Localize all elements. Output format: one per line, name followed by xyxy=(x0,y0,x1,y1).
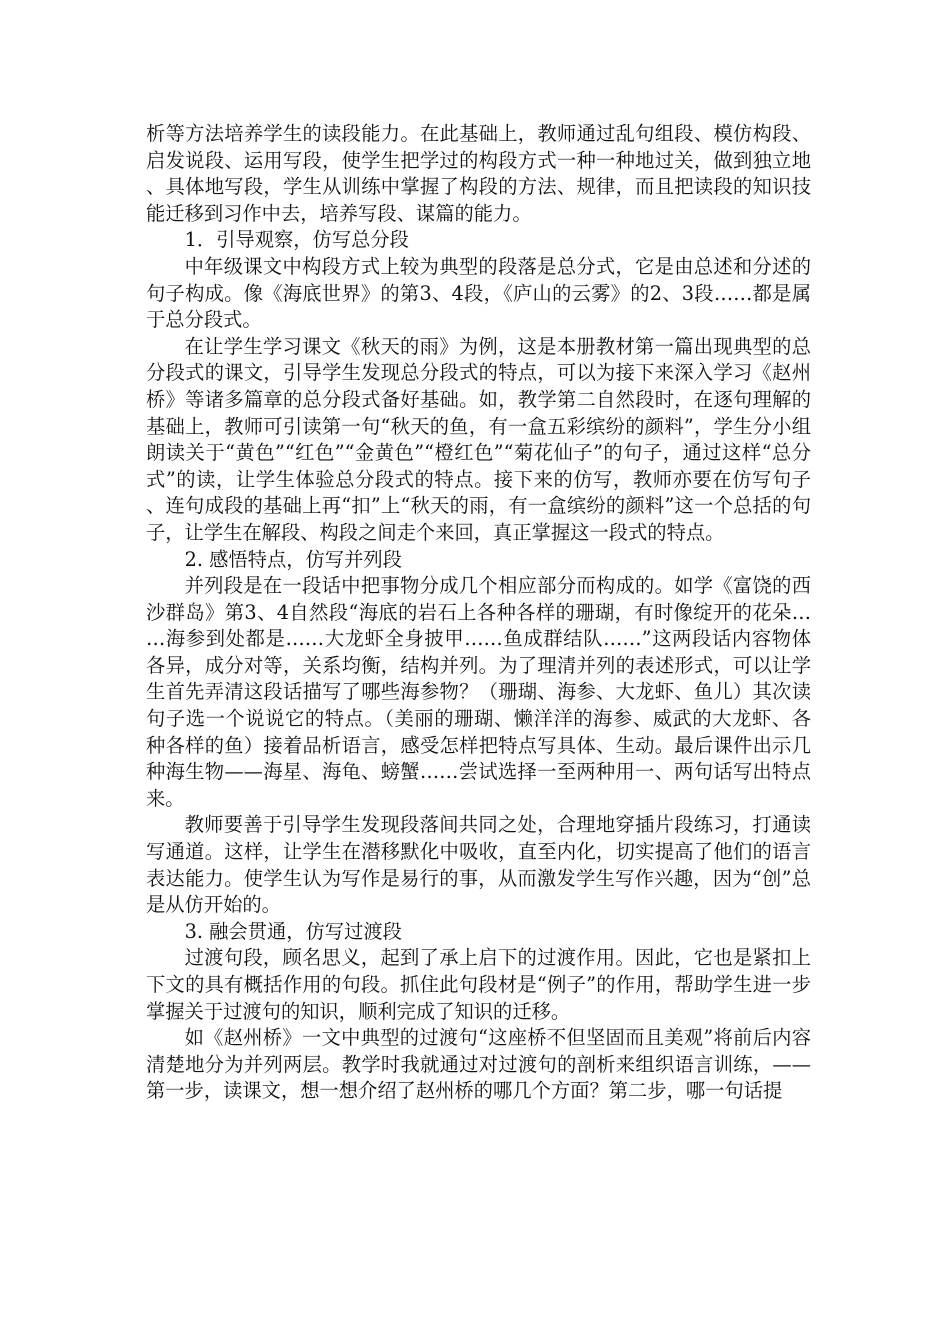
paragraph: 教师要善于引导学生发现段落间共同之处，合理地穿插片段练习，打通读写通道。这样，让学生在潜移默化中吸收，直至内化，切实提高了他们的语言表达能力。使学生认为写作是易行的事，从而激发学生写作兴趣，因为“创”总是从仿开始的。 xyxy=(146,813,811,917)
section-heading-3: 3. 融会贯通，仿写过渡段 xyxy=(184,919,402,943)
paragraph: 中年级课文中构段方式上较为典型的段落是总分式，它是由总述和分述的句子构成。像《海底世界》的第3、4段，《庐山的云雾》的2、3段……都是属于总分段式。 xyxy=(146,254,811,332)
document-page xyxy=(146,121,811,1105)
paragraph: 在让学生学习课文《秋天的雨》为例，这是本册教材第一篇出现典型的总分段式的课文，引导学生发现总分段式的特点，可以为接下来深入学习《赵州桥》等诸多篇章的总分段式备好基础。如，教学第二自然段时，在逐句理解的基础上，教师可引读第一句“秋天的鱼，有一盒五彩缤纷的颜料”，学生分小组朗读关于“黄色”“红色”“金黄色”“橙红色”“菊花仙子”的句子，通过这样“总分式”的读，让学生体验总分段式的特点。接下来的仿写，教师亦要在仿写句子、连句成段的基础上再“扣”上“秋天的雨，有一盒缤纷的颜料”这一个总括的句子，让学生在解段、构段之间走个来回，真正掌握这一段式的特点。 xyxy=(146,334,811,544)
paragraph: 如《赵州桥》一文中典型的过渡句“这座桥不但坚固而且美观”将前后内容清楚地分为并列两层。教学时我就通过对过渡句的剖析来组织语言训练，——第一步，读课文，想一想介绍了赵州桥的哪几个方面？第二步，哪一句话提 xyxy=(146,1026,811,1103)
paragraph: 过渡句段，顾名思义，起到了承上启下的过渡作用。因此，它也是紧扣上下文的具有概括作用的句段。抓住此句段材是“例子”的作用，帮助学生进一步掌握关于过渡句的知识，顺利完成了知识的迁移。 xyxy=(146,946,811,1023)
paragraph-continued: 析等方法培养学生的读段能力。在此基础上，教师通过乱句组段、模仿构段、启发说段、运用写段，使学生把学过的构段方式一种一种地过关，做到独立地、具体地写段，学生从训练中掌握了构段的方法、规律，而且把读段的知识技能迁移到习作中去，培养写段、谋篇的能力。 xyxy=(146,122,811,225)
section-heading-2: 2. 感悟特点，仿写并列段 xyxy=(184,547,402,571)
paragraph: 并列段是在一段话中把事物分成几个相应部分而构成的。如学《富饶的西沙群岛》第3、4自然段“海底的岩石上各种各样的珊瑚，有时像绽开的花朵……海参到处都是……大龙虾全身披甲……鱼成群结队……”这两段话内容物体各异，成分对等，关系均衡，结构并列。为了理清并列的表述形式，可以让学生首先弄清这段话描写了哪些海参物？（珊瑚、海参、大龙虾、鱼儿）其次读句子选一个说说它的特点。（美丽的珊瑚、懒洋洋的海参、威武的大龙虾、各种各样的鱼）接着品析语言，感受怎样把特点写具体、生动。最后课件出示几种海生物——海星、海龟、螃蟹……尝试选择一至两种用一、两句话写出特点来。 xyxy=(146,574,811,810)
section-heading-1: 1．引导观察，仿写总分段 xyxy=(184,228,409,252)
